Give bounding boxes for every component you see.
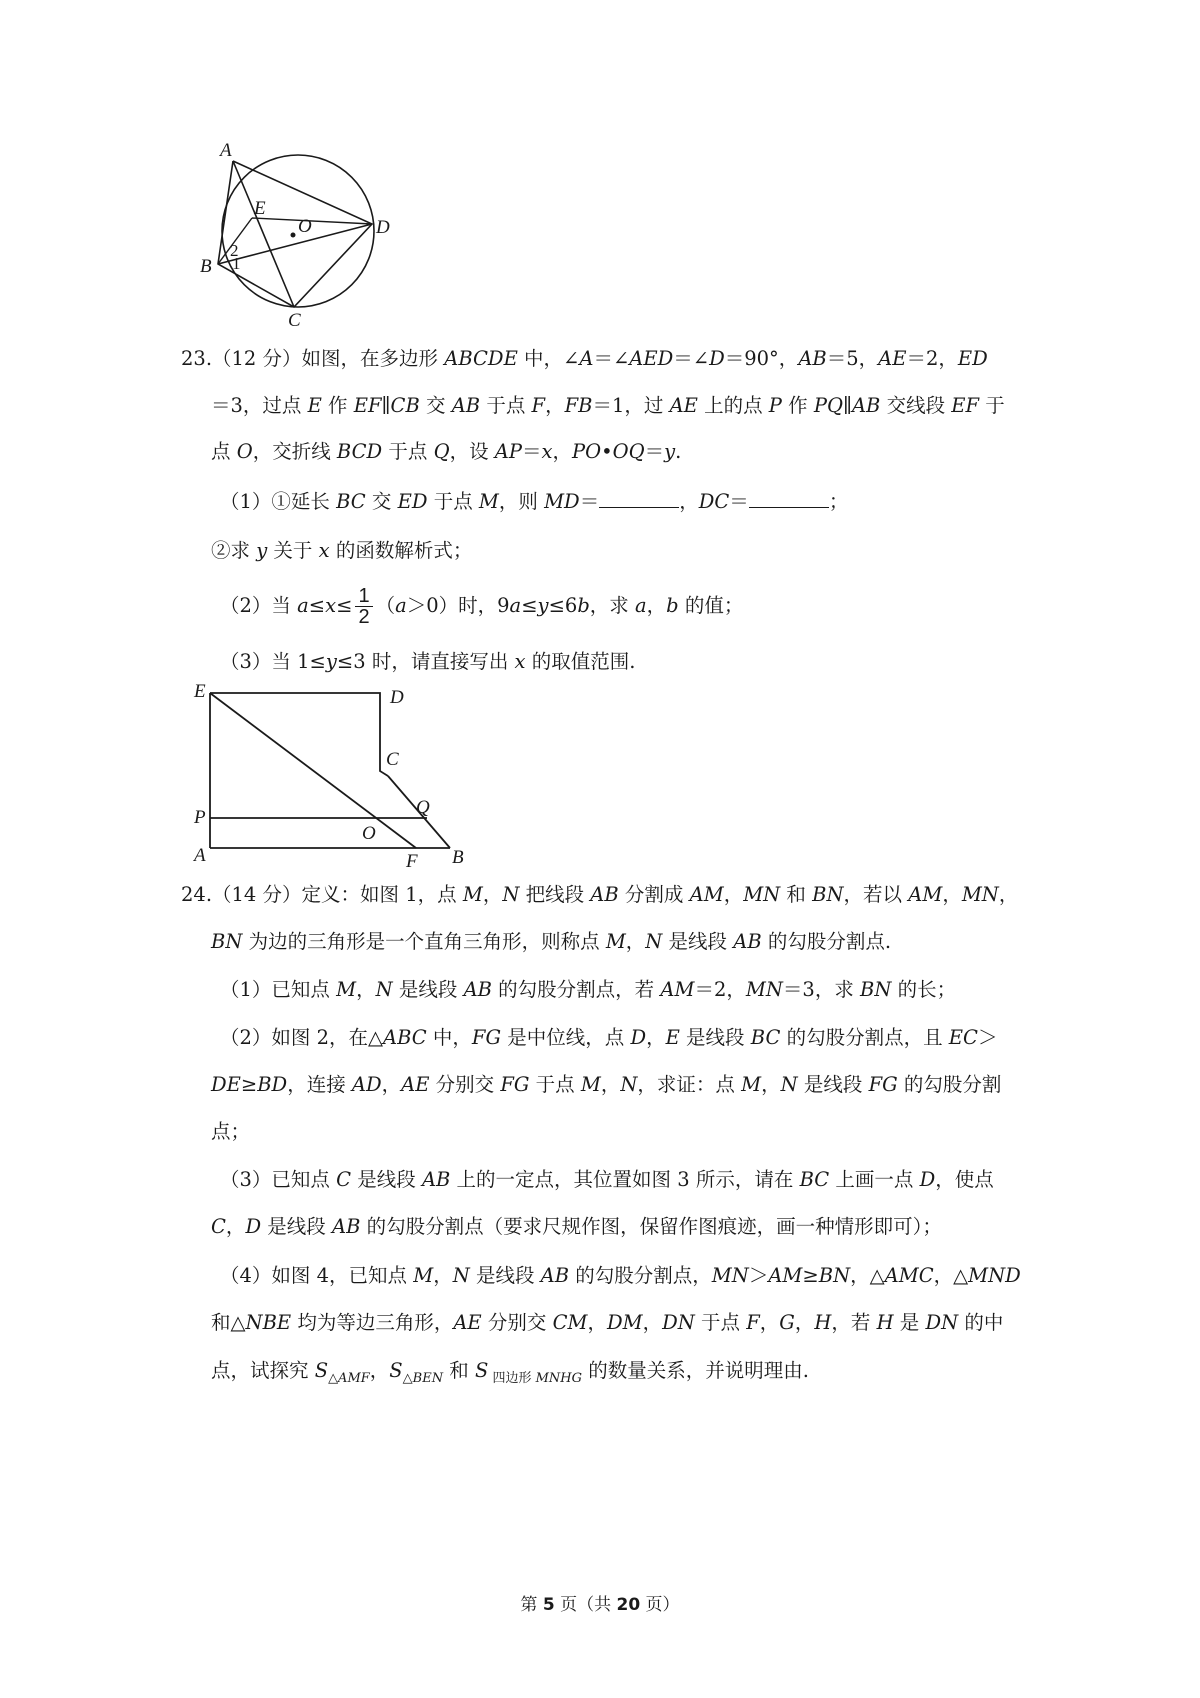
label-O: O	[298, 216, 312, 237]
label-B: B	[200, 256, 212, 277]
poly-label-C: C	[386, 749, 399, 770]
answer-blank-dc[interactable]	[749, 489, 829, 508]
q24-number: 24.	[181, 883, 213, 906]
q24-part2-line1: （2）如图 2，在△ABC 中，FG 是中位线，点 D，E 是线段 BC 的勾股分割点，且 EC＞	[220, 1026, 998, 1049]
poly-label-A: A	[194, 845, 206, 866]
q23-number: 23.	[181, 347, 213, 370]
q23-part1b: ②求 y 关于 x 的函数解析式；	[211, 539, 473, 562]
q23-score: （12 分）	[212, 347, 302, 370]
answer-blank-md[interactable]	[599, 489, 679, 508]
label-angle2: 2	[230, 241, 239, 260]
q24-line1: 24.（14 分）定义：如图 1，点 M，N 把线段 AB 分割成 AM，MN 和 BN，若以 AM，MN，	[181, 883, 1019, 906]
q24-part3-line2: C，D 是线段 AB 的勾股分割点（要求尺规作图，保留作图痕迹，画一种情形即可）；	[211, 1215, 942, 1238]
q24-part2-line2: DE≥BD，连接 AD，AE 分别交 FG 于点 M，N，求证：点 M，N 是线段 FG 的勾股分割	[211, 1073, 1002, 1096]
polygon-figure	[194, 681, 478, 872]
label-angle1: 1	[232, 254, 241, 273]
label-C: C	[288, 310, 301, 331]
poly-label-D: D	[390, 687, 404, 708]
q24-part4-line1: （4）如图 4，已知点 M，N 是线段 AB 的勾股分割点，MN＞AM≥BN，△AMC，△MND	[220, 1264, 1021, 1287]
q23-part2: （2）当 a≤x≤ $\frac{1}{2}$ （a＞0）时，9a≤y≤6b，求 a，b 的值；	[220, 585, 744, 628]
q24-part3-line1: （3）已知点 C 是线段 AB 上的一定点，其位置如图 3 所示，请在 BC 上画一点 D，使点	[220, 1168, 994, 1191]
label-A: A	[220, 140, 232, 161]
q23-line2: ＝3，过点 E 作 EF∥CB 交 AB 于点 F，FB＝1，过 AE 上的点 P 作 PQ∥AB 交线段 EF 于	[211, 394, 1005, 417]
poly-label-Q: Q	[416, 797, 430, 818]
poly-label-F: F	[406, 851, 418, 872]
poly-label-P: P	[194, 807, 206, 828]
q24-part4-line2: 和△NBE 均为等边三角形，AE 分别交 CM，DM，DN 于点 F，G，H，若 H 是 DN 的中	[211, 1311, 1004, 1334]
q24-part4-line3: 点，试探究 $S_{\triangle AMF}$，$S_{\triangle BEN}$ 和 S $_{四边形 MNHG}$ 的数量关系，并说明理由.	[211, 1359, 809, 1386]
label-D: D	[376, 217, 390, 238]
page-number: 5	[542, 1595, 555, 1615]
poly-label-B: B	[452, 847, 464, 868]
q23-line3: 点 O，交折线 BCD 于点 Q，设 AP＝x，PO•OQ＝y.	[211, 440, 682, 463]
q23-part1a: （1）①延长 BC 交 ED 于点 M，则 MD＝ ，DC＝ ；	[220, 490, 849, 513]
q24-part1: （1）已知点 M，N 是线段 AB 的勾股分割点，若 AM＝2，MN＝3，求 BN 的长；	[220, 978, 957, 1001]
q24-part2-line3: 点；	[211, 1120, 251, 1143]
polygon-figure-svg	[194, 681, 478, 872]
poly-label-O: O	[362, 823, 376, 844]
circle-figure-svg	[200, 140, 400, 331]
poly-label-E: E	[194, 681, 206, 702]
label-E: E	[254, 198, 266, 219]
circle-figure	[200, 140, 400, 331]
page-footer: 第 5 页（共 20 页）	[520, 1595, 680, 1615]
q24-score: （14 分）	[212, 883, 302, 906]
q24-line2: BN 为边的三角形是一个直角三角形，则称点 M，N 是线段 AB 的勾股分割点.	[211, 930, 892, 953]
fraction-one-half: $\frac{1}{2}$	[355, 586, 372, 627]
page-total: 20	[616, 1595, 641, 1615]
q23-line1: 23.（12 分）如图，在多边形 ABCDE 中，∠A＝∠AED＝∠D＝90°，AB＝5，AE＝2，ED	[181, 347, 988, 370]
q23-part3: （3）当 1≤y≤3 时，请直接写出 x 的取值范围.	[220, 650, 636, 673]
